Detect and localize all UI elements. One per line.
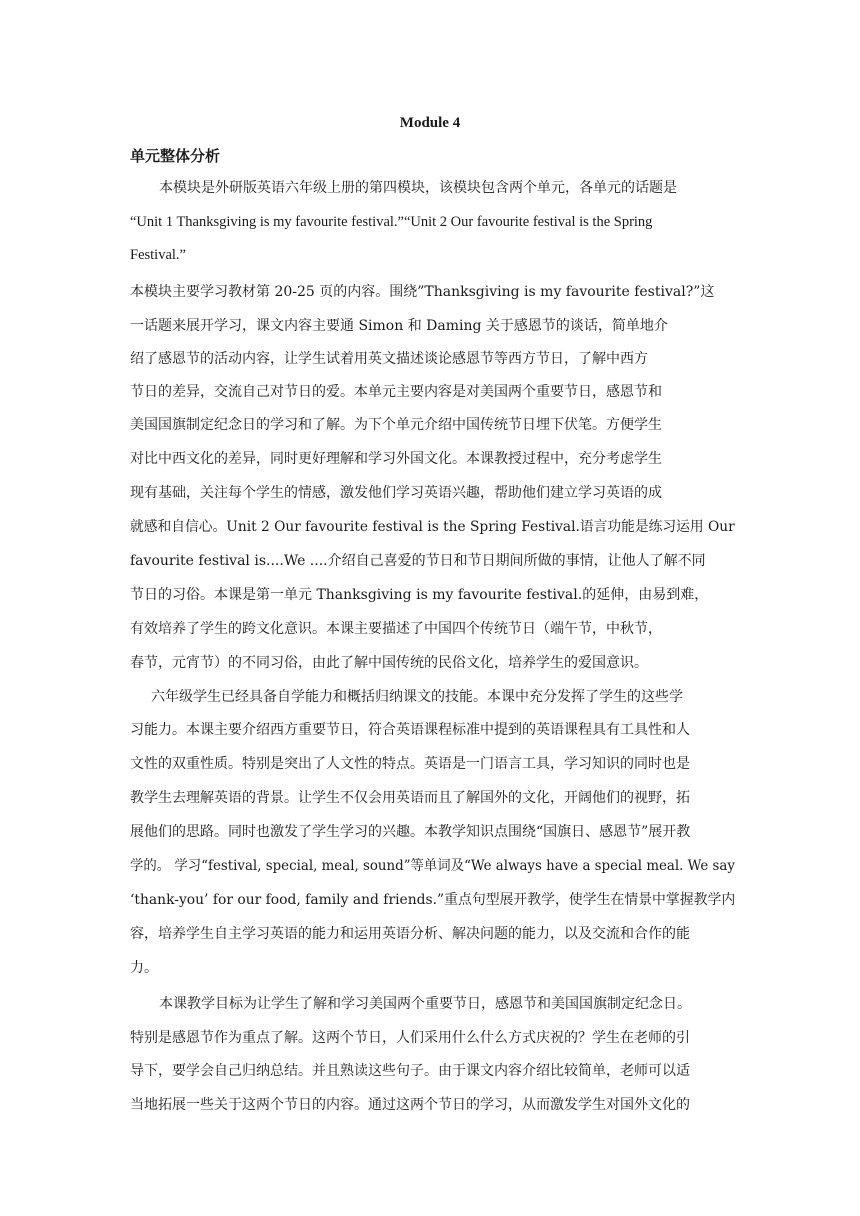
paragraph-line: 本课教学目标为让学生了解和学习美国两个重要节日，感恩节和美国国旗制定纪念日。 <box>159 996 691 1012</box>
paragraph-line: 对比中西文化的差异，同时更好理解和学习外国文化。本课教授过程中，充分考虑学生 <box>130 451 662 467</box>
paragraph-line: 学的。 学习“festival, special, meal, sound”等单词及“We always have a special meal. We say <box>130 858 735 874</box>
paragraph-line: 导下，要学会自己归纳总结。并且熟读这些句子。由于课文内容介绍比较简单，老师可以适 <box>130 1063 690 1079</box>
paragraph-line: 美国国旗制定纪念日的学习和了解。为下个单元介绍中国传统节日埋下伏笔。方便学生 <box>130 417 662 433</box>
paragraph-line: 习能力。本课主要介绍西方重要节日，符合英语课程标准中提到的英语课程具有工具性和人 <box>130 722 690 738</box>
paragraph-line: 现有基础，关注每个学生的情感，激发他们学习英语兴趣，帮助他们建立学习英语的成 <box>130 485 662 501</box>
paragraph-line: 教学生去理解英语的背景。让学生不仅会用英语而且了解国外的文化，开阔他们的视野，拓 <box>130 790 690 806</box>
paragraph-line: 有效培养了学生的跨文化意识。本课主要描述了中国四个传统节日（端午节，中秋节， <box>130 621 662 637</box>
section-heading: 单元整体分析 <box>130 147 221 165</box>
paragraph-line: 特别是感恩节作为重点了解。这两个节日，人们采用什么什么方式庆祝的？学生在老师的引 <box>130 1030 690 1046</box>
paragraph-line: 就感和自信心。Unit 2 Our favourite festival is the Spring Festival.语言功能是练习运用 Our <box>130 519 735 535</box>
paragraph-line: 节日的差异，交流自己对节日的爱。本单元主要内容是对美国两个重要节日，感恩节和 <box>130 384 662 400</box>
paragraph-line: “Unit 1 Thanksgiving is my favourite festival.”“Unit 2 Our favourite festival is the Spring <box>130 214 653 230</box>
paragraph-line: 春节，元宵节）的不同习俗，由此了解中国传统的民俗文化，培养学生的爱国意识。 <box>130 655 648 671</box>
paragraph-line: 六年级学生已经具备自学能力和概括归纳课文的技能。本课中充分发挥了学生的这些学 <box>151 689 683 705</box>
paragraph-line: 力。 <box>130 960 158 976</box>
paragraph-line: 一话题来展开学习，课文内容主要通 Simon 和 Daming 关于感恩节的谈话，简单地介 <box>130 318 668 334</box>
paragraph-line: 本模块是外研版英语六年级上册的第四模块，该模块包含两个单元，各单元的话题是 <box>159 180 677 196</box>
paragraph-line: 展他们的思路。同时也激发了学生学习的兴趣。本教学知识点围绕“国旗日、感恩节”展开教 <box>130 824 691 840</box>
paragraph-line: 当地拓展一些关于这两个节日的内容。通过这两个节日的学习，从而激发学生对国外文化的 <box>130 1097 690 1113</box>
paragraph-line: Festival.” <box>130 247 186 263</box>
document-title: Module 4 <box>399 115 461 131</box>
paragraph-line: 文性的双重性质。特别是突出了人文性的特点。英语是一门语言工具，学习知识的同时也是 <box>130 756 690 772</box>
paragraph-line: 节日的习俗。本课是第一单元 Thanksgiving is my favourite festival.的延伸，由易到难， <box>130 587 709 603</box>
paragraph-line: 绍了感恩节的活动内容，让学生试着用英文描述谈论感恩节等西方节日，了解中西方 <box>130 351 648 367</box>
paragraph-line: 本模块主要学习教材第 20-25 页的内容。围绕”Thanksgiving is my favourite festival?”这 <box>130 284 715 300</box>
paragraph-line: ‘thank-you’ for our food, family and friends.”重点句型展开教学，使学生在情景中掌握教学内 <box>130 892 736 908</box>
paragraph-line: 容，培养学生自主学习英语的能力和运用英语分析、解决问题的能力，以及交流和合作的能 <box>130 926 690 942</box>
paragraph-line: favourite festival is....We ....介绍自己喜爱的节日和节日期间所做的事情，让他人了解不同 <box>130 553 706 569</box>
